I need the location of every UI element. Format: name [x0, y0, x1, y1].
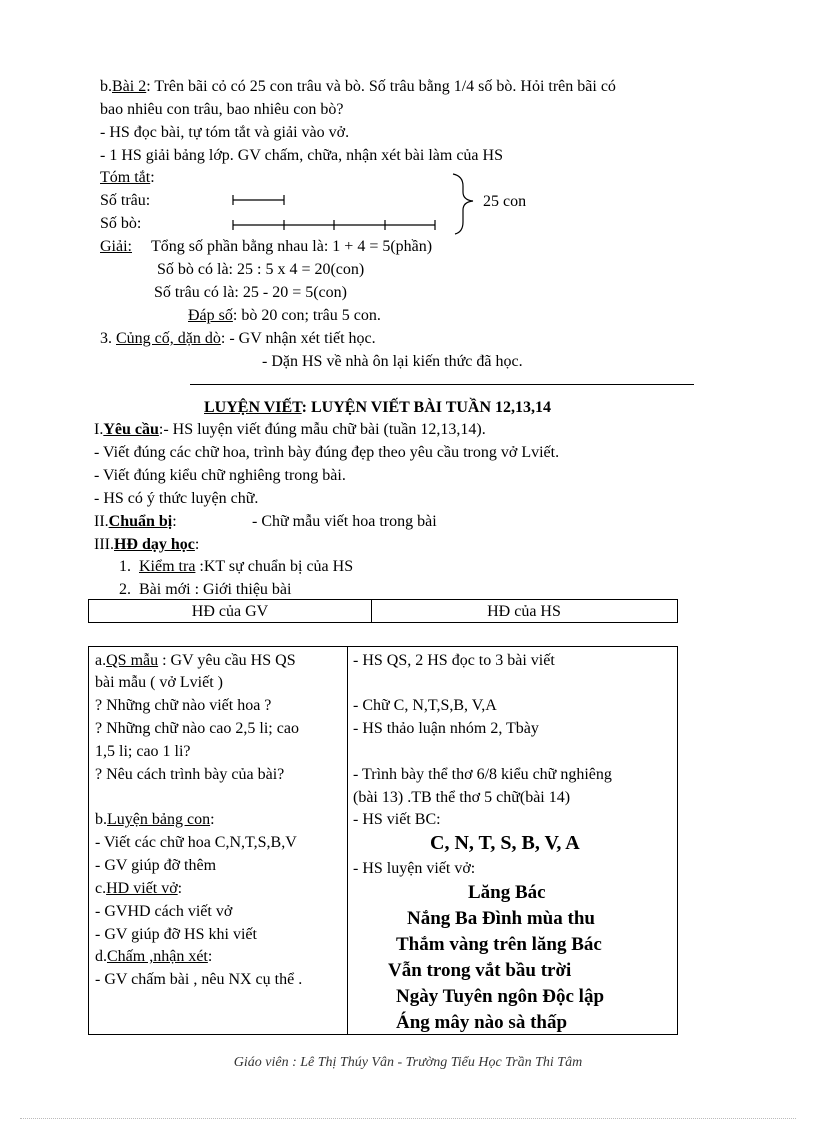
teacher-b2: - GV giúp đỡ thêm [95, 857, 217, 874]
activity-check: 1. Kiểm tra :KT sự chuẩn bị của HS [119, 558, 354, 575]
teacher-c2: - GV giúp đỡ HS khi viết [95, 926, 257, 943]
student-s1: - HS QS, 2 HS đọc to 3 bài viết [353, 652, 555, 669]
section-divider [190, 384, 694, 385]
header-teacher: HĐ của GV [191, 603, 269, 620]
student-s6: - HS luyện viết vở: [353, 860, 476, 877]
summary-buffalo-label: Số trâu: [100, 192, 151, 209]
teacher-d: d.Chấm ,nhận xét: [95, 948, 213, 965]
activity-new-lesson: 2. Bài mới : Giới thiệu bài [119, 581, 292, 598]
teacher-q2a: ? Những chữ nào cao 2,5 li; cao [95, 720, 299, 737]
teacher-a2: bài mẫu ( vở Lviết ) [95, 674, 223, 691]
teacher-d1: - GV chấm bài , nêu NX cụ thể . [95, 971, 303, 988]
preparation-line: II.Chuẩn bị: [94, 513, 177, 530]
poem-line: Ngày Tuyên ngôn Độc lập [396, 986, 605, 1007]
summary-total: 25 con [483, 193, 527, 210]
solution-line2: Số bò có là: 25 : 5 x 4 = 20(con) [157, 261, 365, 278]
closing-line1: 3. Củng cố, dặn dò: - GV nhận xét tiết học. [100, 330, 376, 347]
student-s3: - HS thảo luận nhóm 2, Tbày [353, 720, 539, 737]
activities-header-table [88, 599, 678, 623]
summary-diagram [225, 170, 485, 240]
student-s2: - Chữ C, N,T,S,B, V,A [353, 697, 497, 714]
solution-line1: Tổng số phần bằng nhau là: 1 + 4 = 5(phần) [151, 238, 433, 255]
solution-heading: Giải: [100, 238, 132, 255]
header-student: HĐ của HS [487, 603, 561, 620]
requirement-1: - Viết đúng các chữ hoa, trình bày đúng đẹp theo yêu cầu trong vở Lviết. [94, 444, 560, 461]
activities-heading: III.HĐ dạy học: [94, 536, 200, 553]
exercise2-line2: bao nhiêu con trâu, bao nhiêu con bò? [100, 101, 344, 118]
exercise2-step2: - 1 HS giải bảng lớp. GV chấm, chữa, nhận xét bài làm của HS [100, 147, 503, 164]
exercise2-line1: b.Bài 2: Trên bãi cỏ có 25 con trâu và bò. Số trâu bằng 1/4 số bò. Hỏi trên bãi có [100, 78, 616, 95]
total-brace [453, 174, 473, 234]
student-s4a: - Trình bày thể thơ 6/8 kiểu chữ nghiêng [353, 766, 612, 783]
poem-line: Áng mây nào sà thấp [396, 1012, 568, 1033]
teacher-q1: ? Những chữ nào viết hoa ? [95, 697, 272, 714]
teacher-c1: - GVHD cách viết vở [95, 903, 233, 920]
exercise2-step1: - HS đọc bài, tự tóm tắt và giải vào vở. [100, 124, 350, 141]
teacher-c: c.HD viết vở: [95, 880, 183, 897]
page-footer: Giáo viên : Lê Thị Thúy Vân - Trường Tiểu Học Trần Thi Tâm [233, 1055, 583, 1070]
requirement-2: - Viết đúng kiểu chữ nghiêng trong bài. [94, 467, 346, 484]
teacher-q2b: 1,5 li; cao 1 li? [95, 743, 191, 760]
summary-heading: Tóm tắt: [100, 169, 155, 186]
poem-line: Nắng Ba Đình mùa thu [407, 908, 595, 929]
student-s5: - HS viết BC: [353, 811, 441, 828]
student-letters: C, N, T, S, B, V, A [430, 832, 580, 854]
bottom-dotted-rule [20, 1118, 796, 1119]
teacher-q3: ? Nêu cách trình bày của bài? [95, 766, 285, 783]
teacher-b1: - Viết các chữ hoa C,N,T,S,B,V [95, 834, 297, 851]
exercise2-title: Bài 2 [112, 78, 147, 95]
solution-line3: Số trâu có là: 25 - 20 = 5(con) [154, 284, 347, 301]
teacher-b: b.Luyện bảng con: [95, 811, 215, 828]
preparation-text: - Chữ mẫu viết hoa trong bài [252, 513, 437, 530]
student-s4b: (bài 13) .TB thể thơ 5 chữ(bài 14) [353, 789, 571, 806]
closing-line2: - Dặn HS về nhà ôn lại kiến thức đã học. [262, 353, 523, 370]
section-title: LUYỆN VIẾT: LUYỆN VIẾT BÀI TUẦN 12,13,14 [204, 399, 552, 416]
teacher-a: a.QS mẫu : GV yêu cầu HS QS [95, 652, 296, 669]
summary-cow-label: Số bò: [100, 215, 142, 232]
requirement-3: - HS có ý thức luyện chữ. [94, 490, 259, 507]
requirements-line: I.Yêu cầu:- HS luyện viết đúng mẫu chữ bài (tuần 12,13,14). [94, 421, 486, 438]
poem-line: Lăng Bác [468, 882, 546, 903]
poem-line: Vẫn trong vắt bầu trời [388, 960, 572, 981]
poem-line: Thắm vàng trên lăng Bác [396, 934, 602, 955]
solution-answer: Đáp số: bò 20 con; trâu 5 con. [188, 307, 381, 324]
